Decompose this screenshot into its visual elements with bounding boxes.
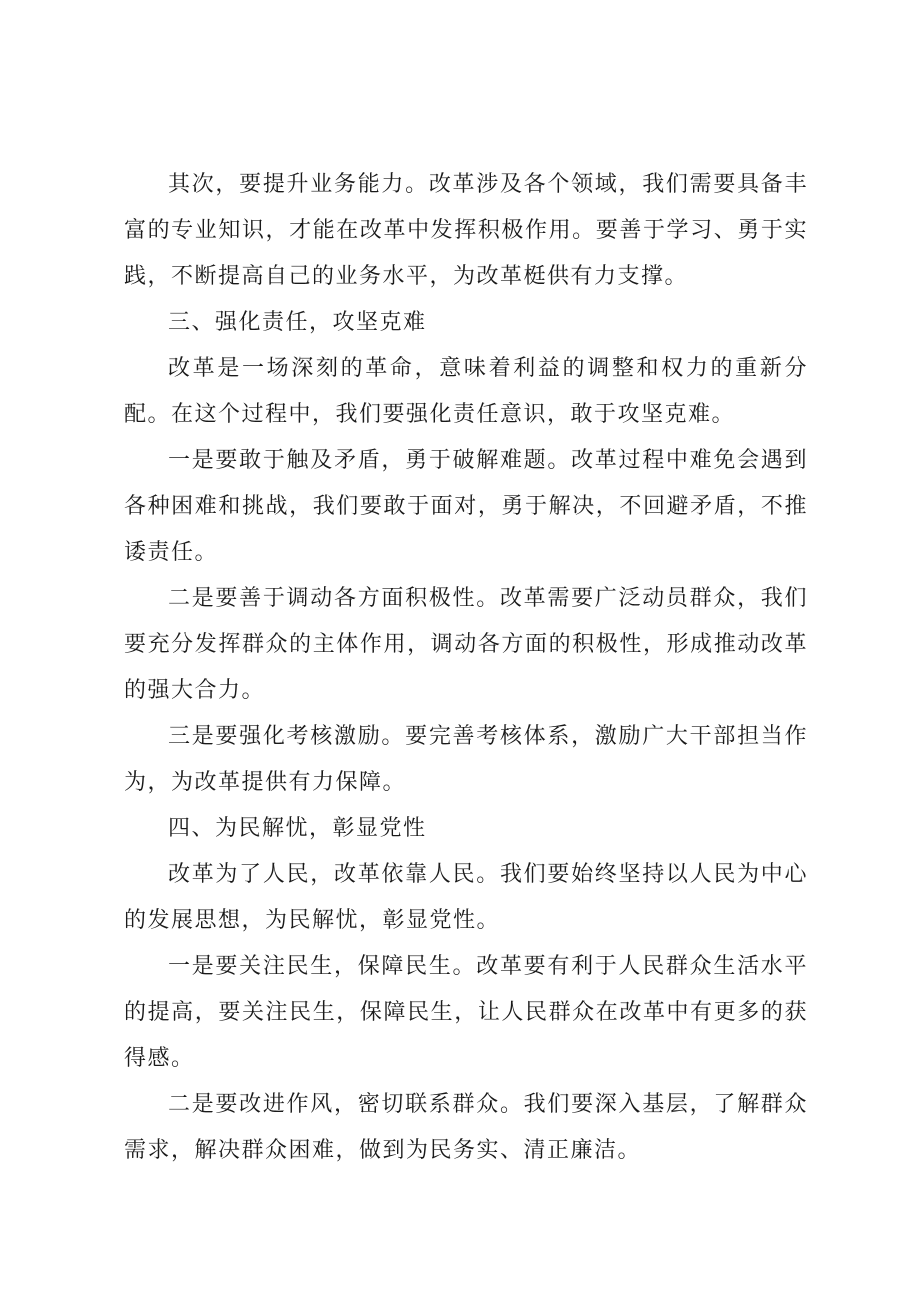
- document-body: [124, 162, 808, 1174]
- section-heading: 三、强化责任，攻坚克难: [168, 310, 427, 335]
- paragraph: 改革为了人民，改革依靠人民。我们要始终坚持以人民为中心的发展思想，为民解忧，彰显党性。: [124, 862, 808, 933]
- paragraph: 其次，要提升业务能力。改革涉及各个领域，我们需要具备丰富的专业知识，才能在改革中发挥积极作用。要善于学习、勇于实践，不断提高自己的业务水平，为改革梃供有力支撑。: [124, 172, 808, 289]
- paragraph: 一是要敢于触及矛盾，勇于破解难题。改革过程中难免会遇到各种困难和挑战，我们要敢于面对，勇于解决，不回避矛盾，不推诿责任。: [124, 448, 808, 565]
- paragraph: 三是要强化考核激励。要完善考核体系，激励广大干部担当作为，为改革提供有力保障。: [124, 724, 808, 795]
- paragraph: 改革是一场深刻的革命，意味着利益的调整和权力的重新分配。在这个过程中，我们要强化责任意识，敢于攻坚克难。: [124, 356, 808, 427]
- paragraph: 二是要善于调动各方面积极性。改革需要广泛动员群众，我们要充分发挥群众的主体作用，调动各方面的积极性，形成推动改革的强大合力。: [124, 586, 808, 703]
- section-heading: 四、为民解忧，彰显党性: [168, 816, 427, 841]
- paragraph: 一是要关注民生，保障民生。改革要有利于人民群众生活水平的提高，要关注民生，保障民生，让人民群众在改革中有更多的获得感。: [124, 954, 808, 1071]
- paragraph: 二是要改进作风，密切联系群众。我们要深入基层，了解群众需求，解决群众困难，做到为民务实、清正廉洁。: [124, 1092, 808, 1163]
